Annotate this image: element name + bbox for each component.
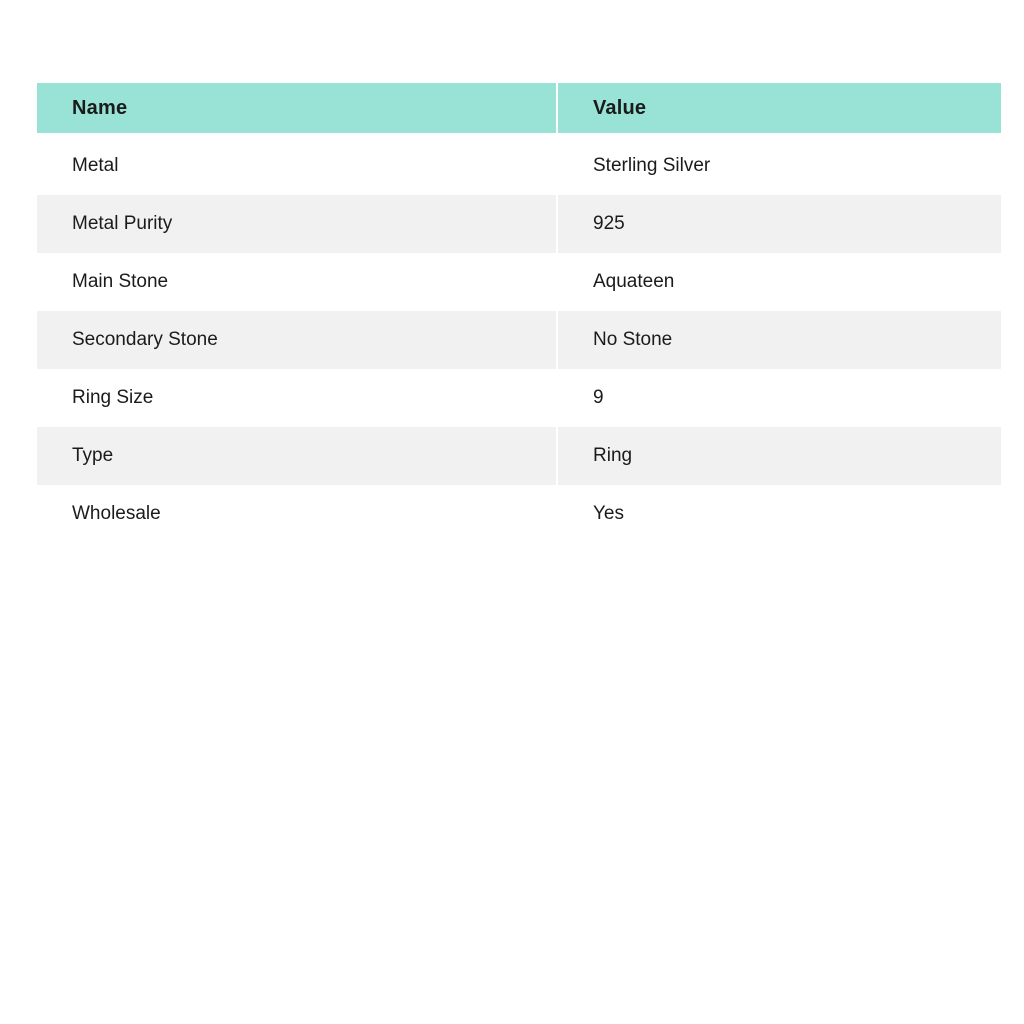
header-row — [37, 83, 1001, 137]
specs-table-header — [37, 83, 1001, 137]
spec-name-cell: Secondary Stone — [37, 311, 558, 369]
product-specs-table — [37, 83, 1001, 543]
spec-name-cell: Metal Purity — [37, 195, 558, 253]
spec-value-cell: Sterling Silver — [558, 137, 1001, 195]
table-row — [37, 195, 1001, 253]
table-row — [37, 427, 1001, 485]
spec-value-cell: Yes — [558, 485, 1001, 543]
column-header-name: Name — [37, 83, 558, 137]
spec-name-cell: Metal — [37, 137, 558, 195]
spec-value-cell: Ring — [558, 427, 1001, 485]
table-row — [37, 311, 1001, 369]
spec-name-cell: Wholesale — [37, 485, 558, 543]
table-row — [37, 253, 1001, 311]
spec-value-cell: 925 — [558, 195, 1001, 253]
spec-name-cell: Main Stone — [37, 253, 558, 311]
table-row — [37, 137, 1001, 195]
table-row — [37, 369, 1001, 427]
column-header-value: Value — [558, 83, 1001, 137]
table-row — [37, 485, 1001, 543]
spec-name-cell: Type — [37, 427, 558, 485]
spec-name-cell: Ring Size — [37, 369, 558, 427]
spec-value-cell: 9 — [558, 369, 1001, 427]
spec-value-cell: Aquateen — [558, 253, 1001, 311]
specs-table-body — [37, 137, 1001, 543]
spec-value-cell: No Stone — [558, 311, 1001, 369]
